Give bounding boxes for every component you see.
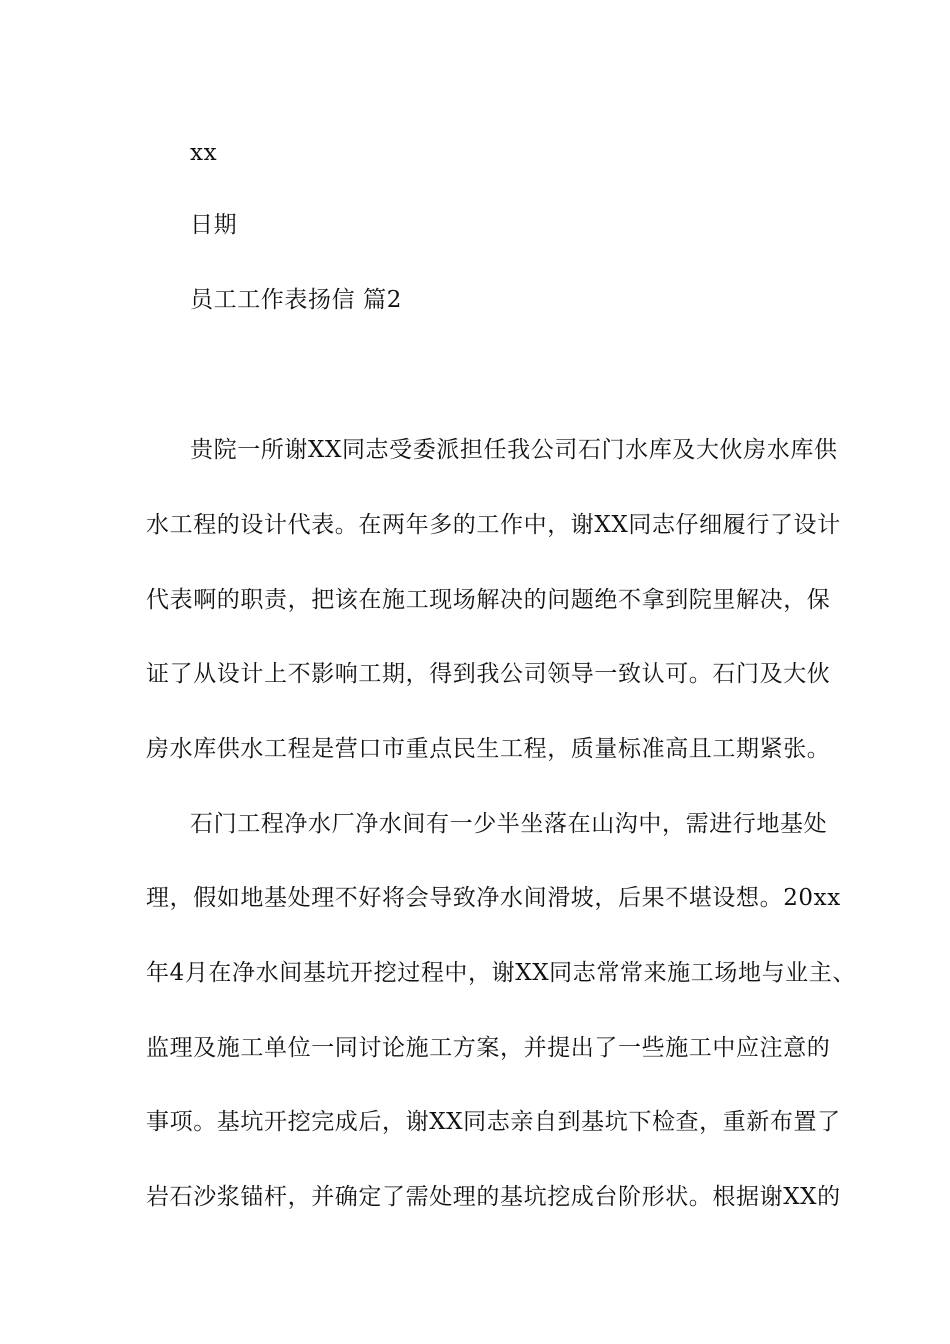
paragraph1-line: 代表啊的职责，把该在施工现场解决的问题绝不拿到院里解决，保 xyxy=(146,587,831,613)
paragraph2-line: 事项。基坑开挖完成后，谢XX同志亲自到基坑下检查，重新布置了 xyxy=(146,1109,841,1135)
paragraph1-line: 水工程的设计代表。在两年多的工作中，谢XX同志仔细履行了设计 xyxy=(146,512,841,538)
signature-text: xx xyxy=(190,140,218,166)
date-label: 日期 xyxy=(190,212,238,238)
paragraph2-line: 岩石沙浆锚杆，并确定了需处理的基坑挖成台阶形状。根据谢XX的 xyxy=(146,1184,841,1210)
paragraph2-line: 理，假如地基处理不好将会导致净水间滑坡，后果不堪设想。20xx xyxy=(146,885,841,911)
paragraph2-line: 石门工程净水厂净水间有一少半坐落在山沟中，需进行地基处 xyxy=(190,811,828,837)
section-title: 员工工作表扬信 篇2 xyxy=(190,287,402,313)
paragraph1-line: 房水库供水工程是营口市重点民生工程，质量标准高且工期紧张。 xyxy=(146,736,831,762)
paragraph2-line: 年4月在净水间基坑开挖过程中，谢XX同志常常来施工场地与业主、 xyxy=(146,960,856,986)
paragraph2-line: 监理及施工单位一同讨论施工方案，并提出了一些施工中应注意的 xyxy=(146,1035,831,1061)
paragraph1-line: 证了从设计上不影响工期，得到我公司领导一致认可。石门及大伙 xyxy=(146,661,831,687)
paragraph1-line: 贵院一所谢XX同志受委派担任我公司石门水库及大伙房水库供 xyxy=(190,437,838,463)
